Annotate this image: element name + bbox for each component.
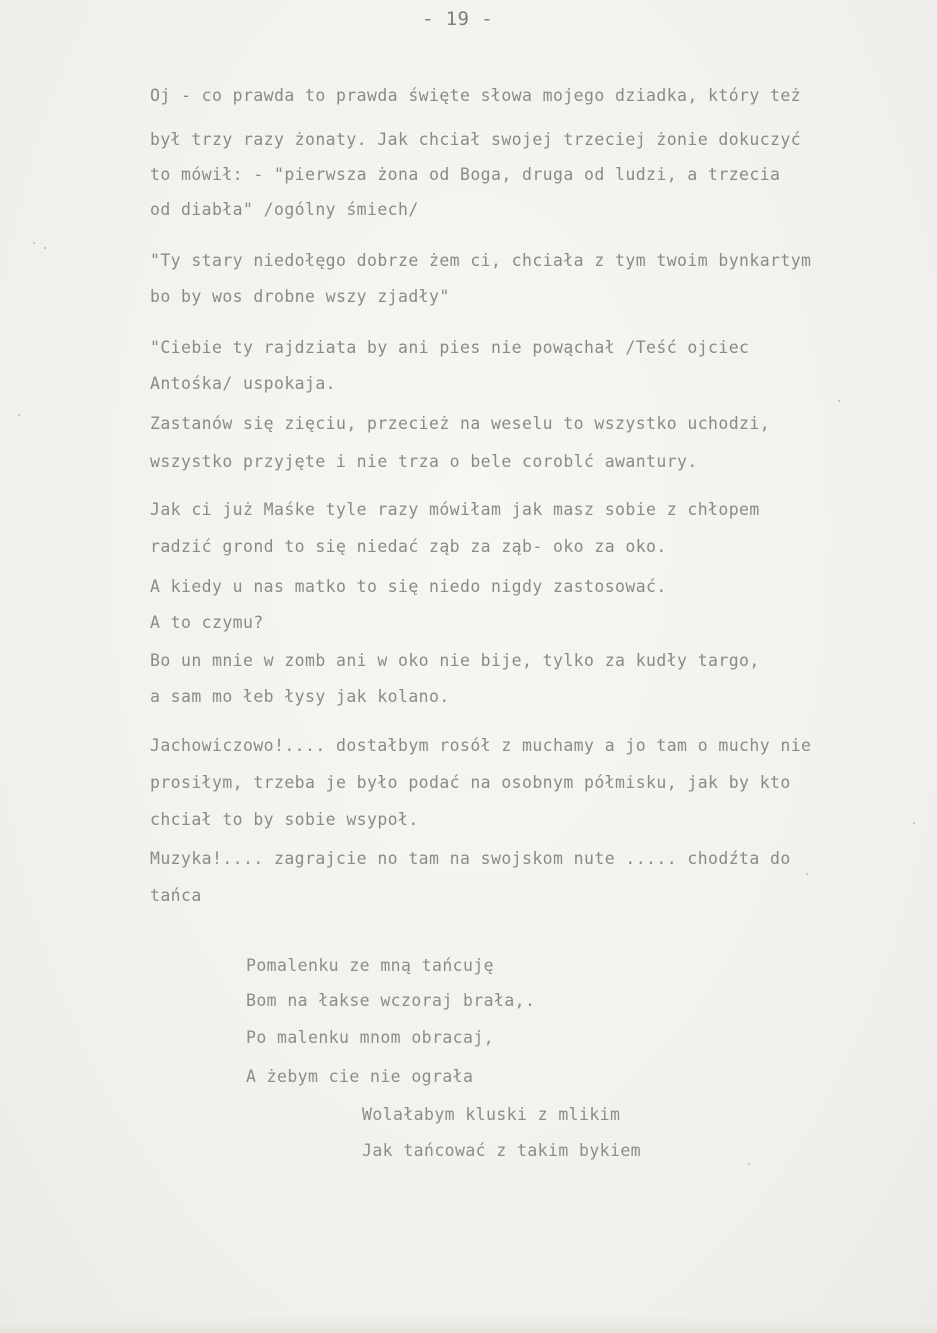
page-number: - 19 - xyxy=(422,8,494,30)
text-line: od diabła" /ogólny śmiech/ xyxy=(150,200,419,219)
song-line: A żebym cie nie ograła xyxy=(246,1067,474,1086)
text-line: A to czymu? xyxy=(150,613,264,632)
paper-speck xyxy=(838,400,840,402)
text-line: wszystko przyjęte i nie trza o bele coroblć awantury. xyxy=(150,452,698,471)
text-line: A kiedy u nas matko to się niedo nigdy zastosować. xyxy=(150,577,667,596)
paper-speck xyxy=(748,1163,750,1165)
paper-speck xyxy=(806,873,808,875)
text-line: Bo un mnie w zomb ani w oko nie bije, tylko za kudły targo, xyxy=(150,651,760,670)
text-line: to mówił: - "pierwsza żona od Boga, druga od ludzi, a trzecia xyxy=(150,165,781,184)
song-line: Pomalenku ze mną tańcuję xyxy=(246,956,495,975)
text-line: "Ty stary niedołęgo dobrze żem ci, chciała z tym twoim bynkartym xyxy=(150,251,812,270)
text-line: Muzyka!.... zagrajcie no tam na swojskom nute ..... chodźta do xyxy=(150,849,791,868)
text-line: radzić grond to się niedać ząb za ząb- oko za oko. xyxy=(150,537,667,556)
text-line: "Ciebie ty rajdziata by ani pies nie powąchał /Teść ojciec xyxy=(150,338,750,357)
text-line: Oj - co prawda to prawda święte słowa mojego dziadka, który też xyxy=(150,86,802,105)
text-line: Antośka/ uspokaja. xyxy=(150,374,337,393)
paper-speck xyxy=(18,414,20,416)
paper-speck xyxy=(44,247,46,249)
text-line: prosiłym, trzeba je było podać na osobnym półmisku, jak by kto xyxy=(150,773,791,792)
text-line: bo by wos drobne wszy zjadły" xyxy=(150,287,450,306)
text-line: był trzy razy żonaty. Jak chciał swojej trzeciej żonie dokuczyć xyxy=(150,130,802,149)
text-line: chciał to by sobie wsypoł. xyxy=(150,810,419,829)
text-line: Zastanów się zięciu, przecież na weselu to wszystko uchodzi, xyxy=(150,414,771,433)
paper-speck xyxy=(913,822,915,824)
text-line: Jachowiczowo!.... dostałbym rosół z muchamy a jo tam o muchy nie xyxy=(150,736,812,755)
text-line: Jak ci już Maśke tyle razy mówiłam jak masz sobie z chłopem xyxy=(150,500,760,519)
song-line: Jak tańcować z takim bykiem xyxy=(362,1141,642,1160)
song-line: Po malenku mnom obracaj, xyxy=(246,1028,495,1047)
song-line: Wolałabym kluski z mlikim xyxy=(362,1105,621,1124)
song-line: Bom na łakse wczoraj brała,. xyxy=(246,991,536,1010)
text-line: tańca xyxy=(150,886,202,905)
text-line: a sam mo łeb łysy jak kolano. xyxy=(150,687,450,706)
paper-speck xyxy=(33,242,35,244)
paper-bottom-edge xyxy=(0,1318,937,1333)
